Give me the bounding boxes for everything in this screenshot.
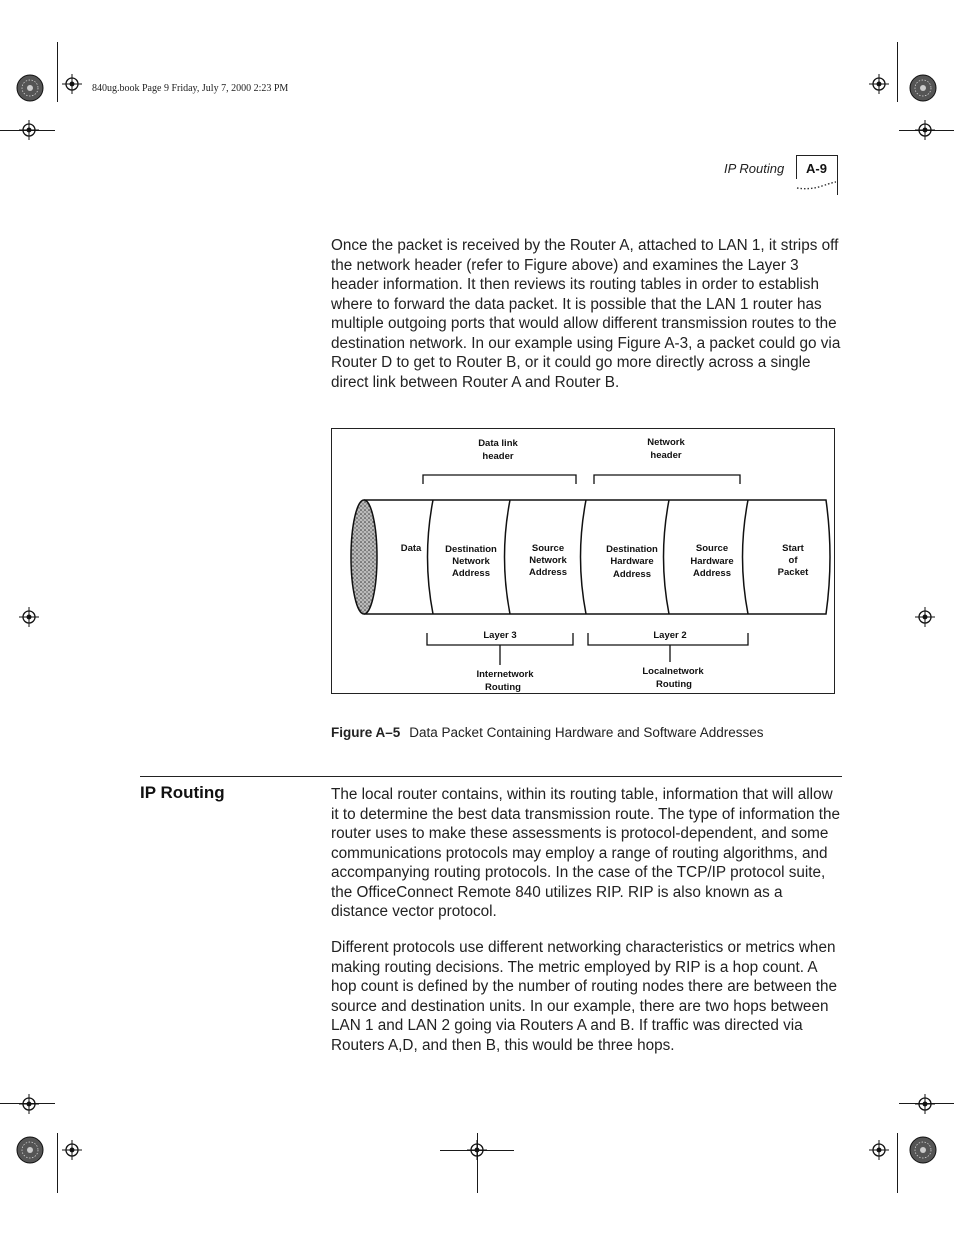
section-paragraph-1: The local router contains, within its routing table, information that will allow it to determine the best data transmission route. The type of information the router uses to make these assessments is protocol-dependent, and some communications protocols may employ a range of routing algorithms, and accompanying routing protocols. In the case of the TCP/IP protocol suite, the OfficeConnect Remote 840 utilizes RIP. RIP is also known as a distance vector protocol. [331,786,841,920]
bottom-label-line: Localnetwork [642,666,704,677]
packet-figure [331,428,835,694]
segment-label: Data [400,543,422,554]
registration-mark-icon [19,1094,39,1114]
packet-diagram [332,429,834,693]
segment-label: Hardware [690,556,734,567]
segment-label: Address [692,568,732,579]
book-file-stamp: 840ug.book Page 9 Friday, July 7, 2000 2:23 PM [92,83,289,94]
print-star-target-icon [909,74,937,102]
figure-number: Figure A–5 [331,725,401,740]
registration-mark-icon [19,120,39,140]
top-label-line: Network [647,437,685,448]
figure-caption [331,725,763,740]
segment-label: Address [612,569,652,580]
section-heading: IP Routing [140,783,225,802]
paragraph-1: Once the packet is received by the Router A, attached to LAN 1, it strips off the network header (refer to Figure above) and examines the Layer 3 header information. It then reviews its routing tables in order to establish where to forward the data packet. It is possible that the LAN 1 router has multiple outgoing ports that would allow different transmission routes to the destination network. In our example using Figure A-3, a packet could go via Router D to get to Router B, or it could go more directly across a single direct link between Router A and Router B. [331,237,841,391]
figure-caption-text: Data Packet Containing Hardware and Software Addresses [409,725,764,740]
section-paragraph-2: Different protocols use different networking characteristics or metrics when making routing decisions. The metric employed by RIP is a hop count. A hop count is defined by the number of routing nodes there are between the source and destination units. In our example, there are two hops between LAN 1 and LAN 2 going via Routers A and B. If traffic was directed via Routers A,D, and then B, this would be three hops. [331,939,837,1054]
layer-label: Layer 3 [483,630,517,641]
registration-mark-icon [915,607,935,627]
top-bracket [423,475,740,484]
segment-label: Destination [445,544,497,555]
registration-mark-icon [62,1140,82,1160]
print-star-target-icon [909,1136,937,1164]
registration-mark-icon [869,1140,889,1160]
segment-label: Source [695,543,729,554]
segment-label: Start [782,543,804,554]
segment-label: of [788,555,798,566]
registration-mark-icon [62,74,82,94]
registration-mark-icon [915,120,935,140]
layer-connector [500,645,670,665]
registration-mark-icon [467,1140,487,1160]
segment-label: Packet [777,567,809,578]
print-star-target-icon [16,74,44,102]
bottom-label-line: Routing [485,682,521,693]
bottom-label-line: Internetwork [476,669,534,680]
top-label-line: Data link [478,438,518,449]
top-label-line: header [650,450,682,461]
page-number: A-9 [806,161,827,176]
registration-mark-icon [19,607,39,627]
segment-label: Network [529,555,567,566]
segment-label: Network [452,556,490,567]
layer-label: Layer 2 [653,630,687,641]
bottom-label-line: Routing [656,679,692,690]
registration-mark-icon [915,1094,935,1114]
section-rule [140,776,842,777]
segment-label: Hardware [610,556,654,567]
packet-cylinder [351,500,830,614]
segment-label: Address [451,568,491,579]
segment-label: Destination [606,544,658,555]
segment-label: Source [531,543,565,554]
running-head: IP Routing [724,161,785,176]
print-star-target-icon [16,1136,44,1164]
segment-label: Address [528,567,568,578]
registration-mark-icon [869,74,889,94]
top-label-line: header [482,451,514,462]
layer-bracket [427,633,748,645]
